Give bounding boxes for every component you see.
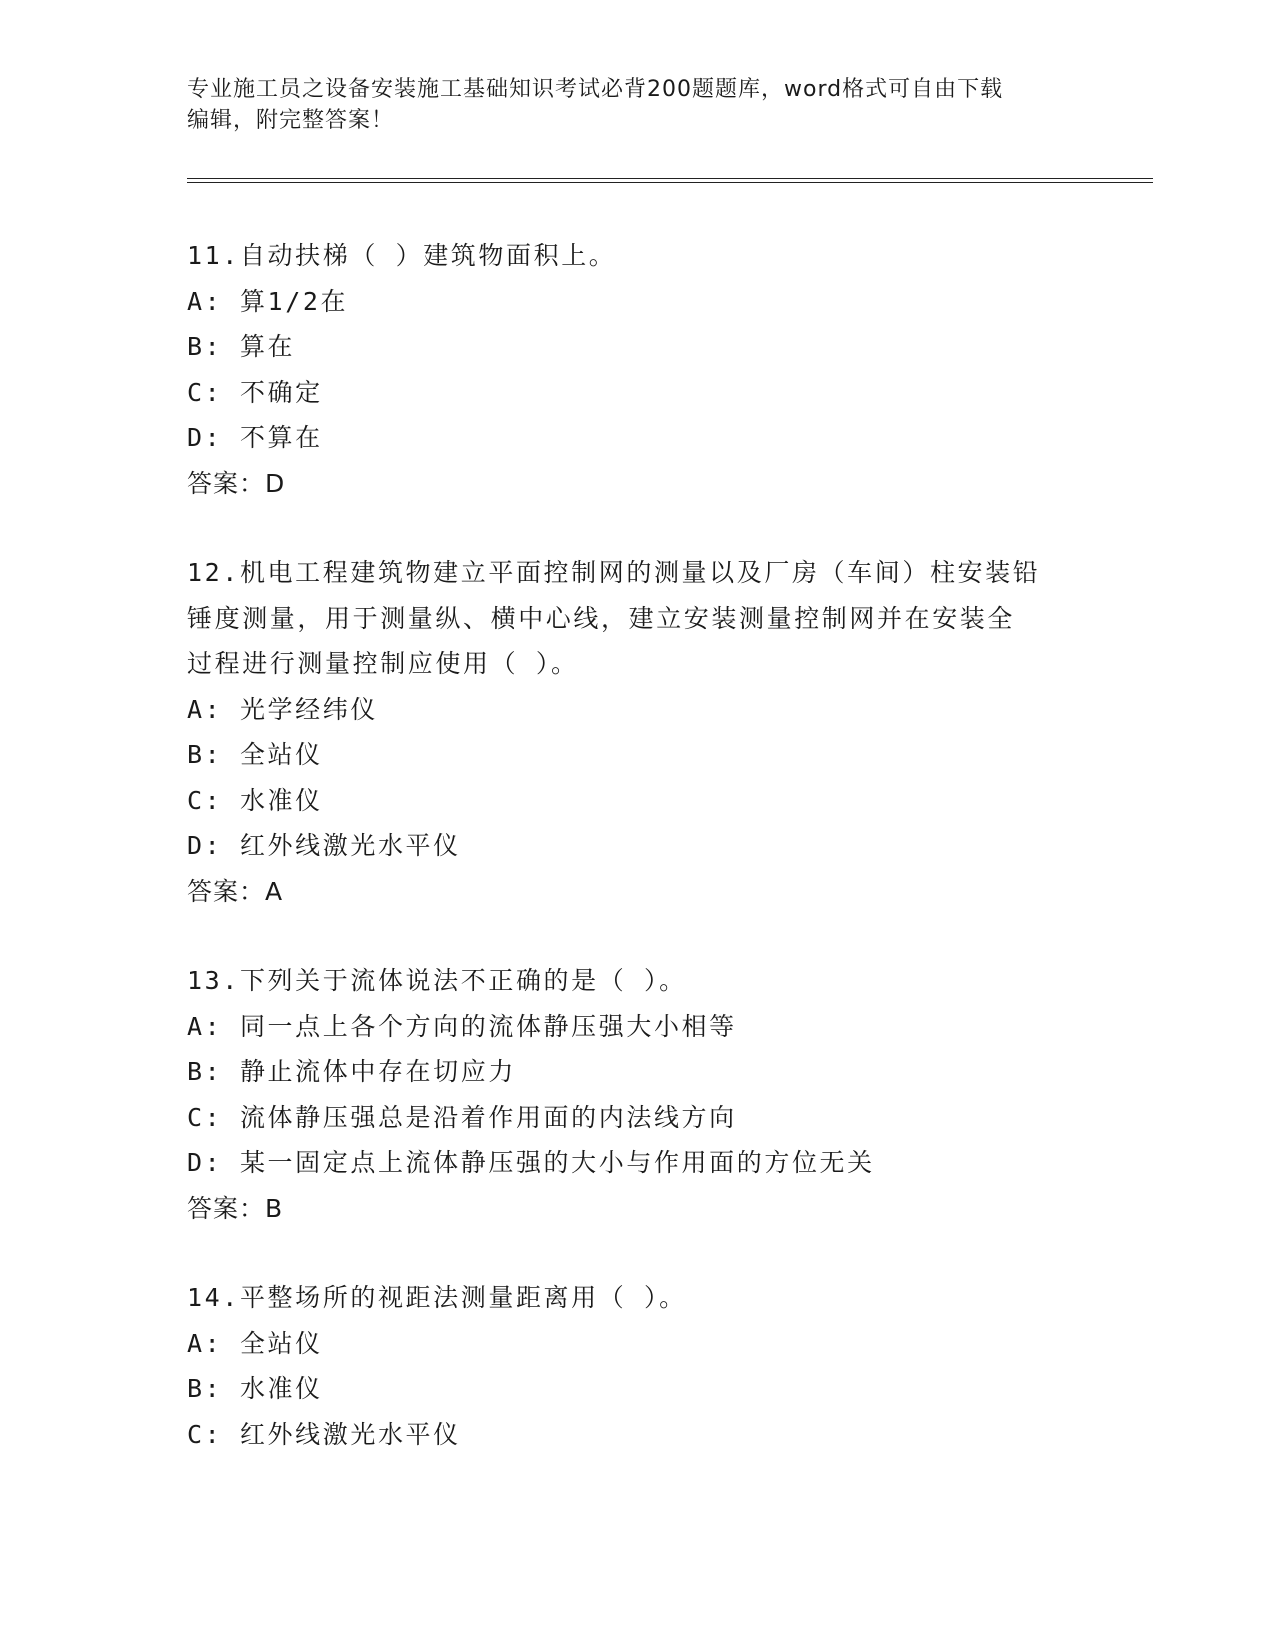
option-b: B: 算在: [187, 332, 296, 361]
option-c: C: 水准仪: [187, 785, 323, 815]
option-c: C: 不确定: [187, 377, 323, 407]
question-stem: 13.下列关于流体说法不正确的是（ ）。: [187, 966, 687, 995]
document-header: [187, 74, 1067, 136]
option-b: B: 静止流体中存在切应力: [187, 1057, 516, 1086]
header-title-line-2: 编辑，附完整答案！: [187, 108, 395, 133]
question-stem-line-3: 过程进行测量控制应使用（ ）。: [187, 649, 579, 678]
question-11: [187, 233, 1087, 506]
option-a: A: 光学经纬仪: [187, 694, 378, 724]
option-b: B: 全站仪: [187, 740, 323, 769]
question-14: [187, 1275, 1087, 1457]
question-stem-line-1: 12.机电工程建筑物建立平面控制网的测量以及厂房（车间）柱安装铅: [187, 558, 1041, 587]
header-divider-bottom: [187, 182, 1153, 183]
answer-line: 答案：D: [187, 468, 286, 498]
question-13: [187, 958, 1087, 1231]
answer-line: 答案：A: [187, 876, 284, 906]
option-a: A: 算1/2在: [187, 286, 349, 316]
option-c: C: 流体静压强总是沿着作用面的内法线方向: [187, 1102, 737, 1132]
option-d: D: 红外线激光水平仪: [187, 831, 461, 860]
header-divider-top: [187, 178, 1153, 179]
answer-line: 答案：B: [187, 1193, 284, 1223]
option-c: C: 红外线激光水平仪: [187, 1419, 461, 1449]
option-d: D: 某一固定点上流体静压强的大小与作用面的方位无关: [187, 1148, 875, 1177]
question-list: [187, 233, 1087, 1501]
question-12: [187, 550, 1087, 914]
option-d: D: 不算在: [187, 423, 323, 452]
question-stem-line-2: 锤度测量，用于测量纵、横中心线，建立安装测量控制网并在安装全: [187, 603, 1016, 633]
option-a: A: 同一点上各个方向的流体静压强大小相等: [187, 1011, 737, 1041]
question-stem: 14.平整场所的视距法测量距离用（ ）。: [187, 1283, 687, 1312]
option-b: B: 水准仪: [187, 1374, 323, 1403]
question-stem: 11.自动扶梯（ ）建筑物面积上。: [187, 241, 617, 270]
header-title-line-1: 专业施工员之设备安装施工基础知识考试必背200题题库，word格式可自由下载: [187, 77, 1004, 102]
option-a: A: 全站仪: [187, 1328, 323, 1358]
